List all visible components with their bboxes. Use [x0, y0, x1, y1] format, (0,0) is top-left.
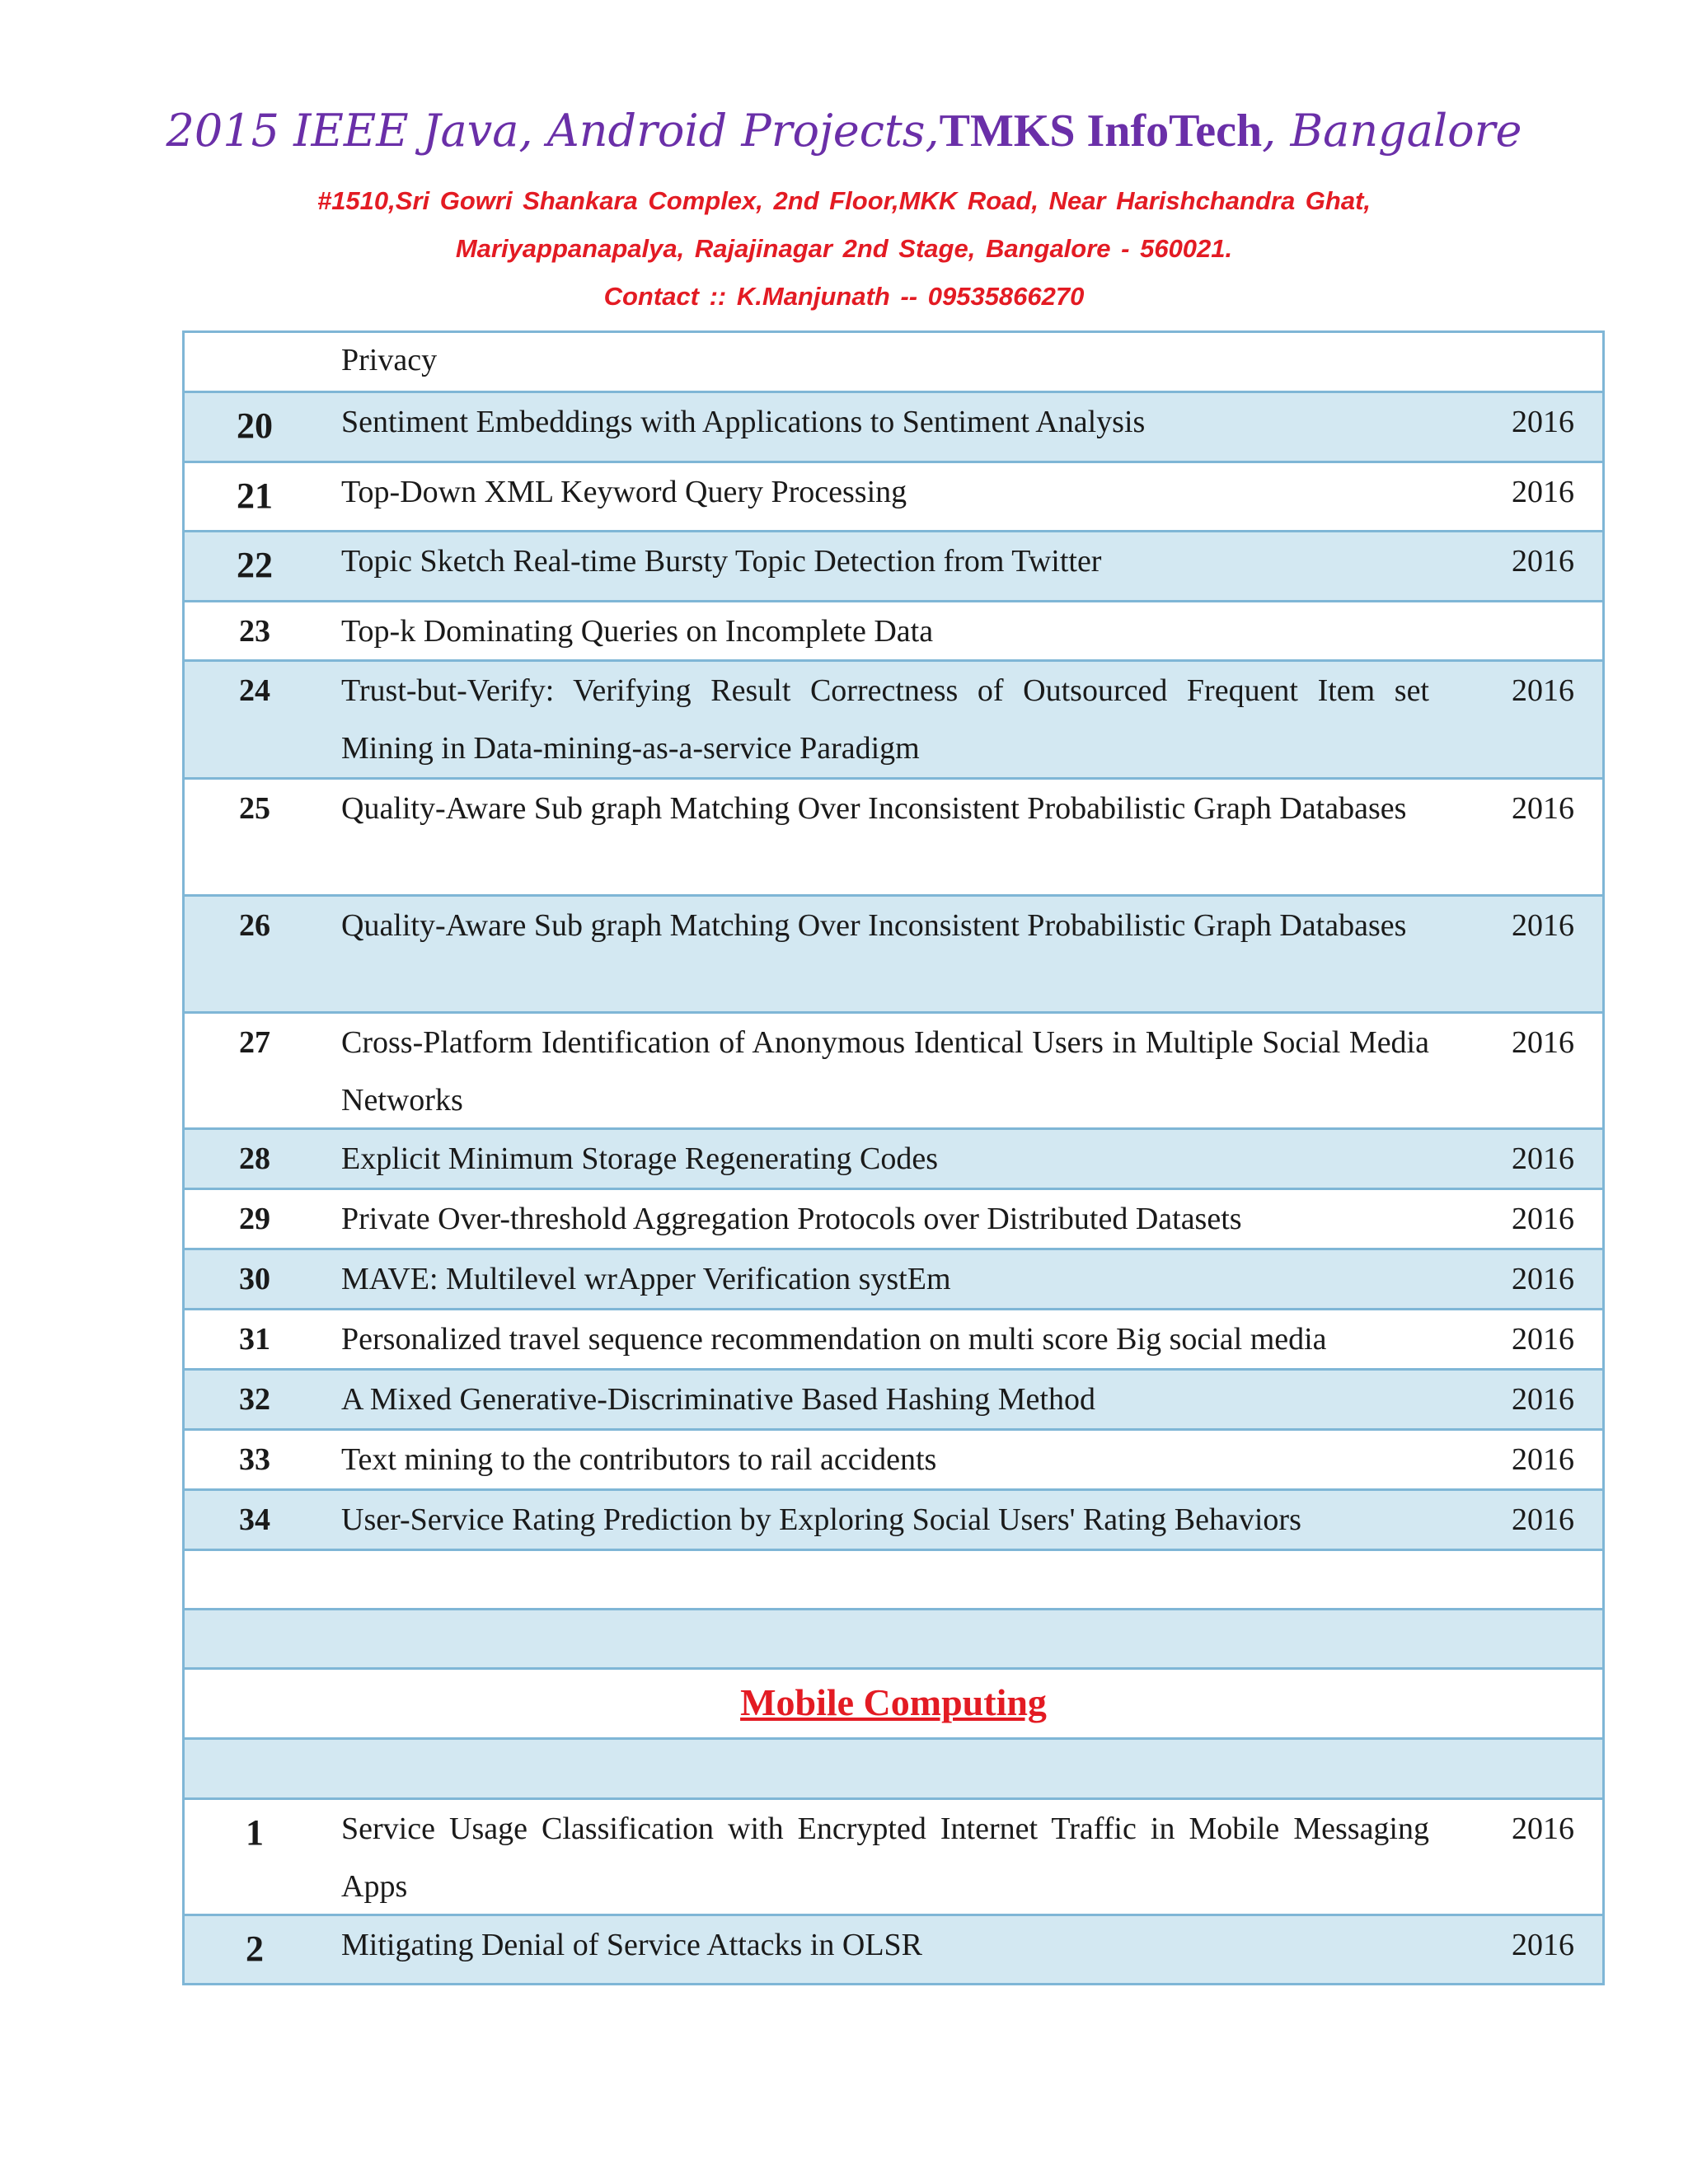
row-year: 2016: [1512, 1811, 1574, 1846]
row-title: Cross-Platform Identification of Anonymous Identical Users in Multiple Social Media Networks: [341, 1025, 1429, 1118]
section-heading: Mobile Computing: [740, 1681, 1047, 1723]
row-year: 2016: [1512, 1141, 1574, 1176]
row-year: 2016: [1512, 475, 1574, 509]
row-number: 31: [239, 1322, 270, 1357]
row-year: 2016: [1512, 791, 1574, 826]
table-row: [185, 1428, 1602, 1488]
row-title: Personalized travel sequence recommendation on multi score Big social media: [341, 1322, 1327, 1357]
row-number: 22: [237, 545, 273, 585]
row-year: 2016: [1512, 405, 1574, 439]
page-title: [0, 97, 1688, 164]
row-title: Explicit Minimum Storage Regenerating Codes: [341, 1141, 938, 1176]
table-row: [185, 894, 1602, 1011]
row-title: Sentiment Embeddings with Applications to Sentiment Analysis: [341, 405, 1146, 439]
table-row: [185, 391, 1602, 461]
row-title: Trust-but-Verify: Verifying Result Correctness of Outsourced Frequent Item set Mining in Data-mining-as-a-service Paradigm: [341, 673, 1429, 766]
empty-row: [185, 1737, 1602, 1797]
table-row: [185, 461, 1602, 530]
row-number: 28: [239, 1141, 270, 1176]
row-title: Service Usage Classification with Encrypted Internet Traffic in Mobile Messaging Apps: [341, 1811, 1429, 1904]
row-year: 2016: [1512, 1322, 1574, 1357]
table-row: [185, 1127, 1602, 1188]
row-title: MAVE: Multilevel wrApper Verification systEm: [341, 1262, 951, 1296]
table-row: [185, 1308, 1602, 1368]
row-number: 20: [237, 405, 273, 446]
row-number: 27: [239, 1025, 270, 1060]
table-row: [185, 1368, 1602, 1428]
contact-line: Contact :: K.Manjunath -- 09535866270: [603, 282, 1085, 311]
row-number: 33: [239, 1442, 270, 1477]
row-year: 2016: [1512, 1202, 1574, 1236]
empty-row: [185, 1608, 1602, 1667]
row-number: 32: [239, 1382, 270, 1417]
table-row: [185, 777, 1602, 894]
table-row: [185, 333, 1602, 391]
row-number: 1: [246, 1812, 264, 1853]
table-row: [185, 1011, 1602, 1127]
row-year: 2016: [1512, 1382, 1574, 1417]
title-brand: TMKS InfoTech: [939, 105, 1263, 157]
row-title: User-Service Rating Prediction by Exploring Social Users' Rating Behaviors: [341, 1502, 1301, 1537]
row-number: 30: [239, 1262, 270, 1296]
address-line-1: #1510,Sri Gowri Shankara Complex, 2nd Floor,MKK Road, Near Harishchandra Ghat,: [316, 186, 1372, 215]
title-tail: , Bangalore: [1262, 105, 1522, 157]
row-number: 23: [239, 614, 270, 649]
row-title: Topic Sketch Real-time Bursty Topic Detection from Twitter: [341, 544, 1102, 579]
table-row: [185, 1797, 1602, 1914]
row-title: Top-k Dominating Queries on Incomplete Data: [341, 614, 934, 649]
row-year: 2016: [1512, 544, 1574, 579]
row-title: A Mixed Generative-Discriminative Based Hashing Method: [341, 1382, 1095, 1417]
row-title: Text mining to the contributors to rail accidents: [341, 1442, 937, 1477]
row-year: 2016: [1512, 1928, 1574, 1962]
row-number: 26: [239, 908, 270, 943]
row-title: Mitigating Denial of Service Attacks in OLSR: [341, 1928, 923, 1962]
row-year: 2016: [1512, 1502, 1574, 1537]
row-title: Quality-Aware Sub graph Matching Over Inconsistent Probabilistic Graph Databases: [341, 791, 1407, 826]
table-row: [185, 1914, 1602, 1983]
row-year: 2016: [1512, 1025, 1574, 1060]
address-line-2: Mariyappanapalya, Rajajinagar 2nd Stage, Bangalore - 560021.: [455, 234, 1233, 263]
title-script-part: 2015 IEEE Java, Android Projects,: [166, 105, 940, 157]
project-table: [182, 330, 1605, 1985]
row-number: 21: [237, 476, 273, 516]
row-number: 25: [239, 791, 270, 826]
table-row: [185, 600, 1602, 659]
row-number: 2: [246, 1929, 264, 1969]
row-number: 24: [239, 673, 270, 708]
row-title: Quality-Aware Sub graph Matching Over Inconsistent Probabilistic Graph Databases: [341, 908, 1407, 943]
empty-row: [185, 1549, 1602, 1608]
table-row: [185, 1248, 1602, 1308]
row-title: Top-Down XML Keyword Query Processing: [341, 475, 907, 509]
row-number: 29: [239, 1202, 270, 1236]
row-year: 2016: [1512, 908, 1574, 943]
row-number: 34: [239, 1502, 270, 1537]
row-title: Privacy: [341, 343, 438, 377]
row-year: 2016: [1512, 1262, 1574, 1296]
row-year: 2016: [1512, 673, 1574, 708]
row-title: Private Over-threshold Aggregation Protocols over Distributed Datasets: [341, 1202, 1242, 1236]
section-heading-row: [185, 1667, 1602, 1737]
table-row: [185, 659, 1602, 777]
row-year: 2016: [1512, 1442, 1574, 1477]
table-row: [185, 530, 1602, 600]
table-row: [185, 1188, 1602, 1248]
table-row: [185, 1488, 1602, 1549]
